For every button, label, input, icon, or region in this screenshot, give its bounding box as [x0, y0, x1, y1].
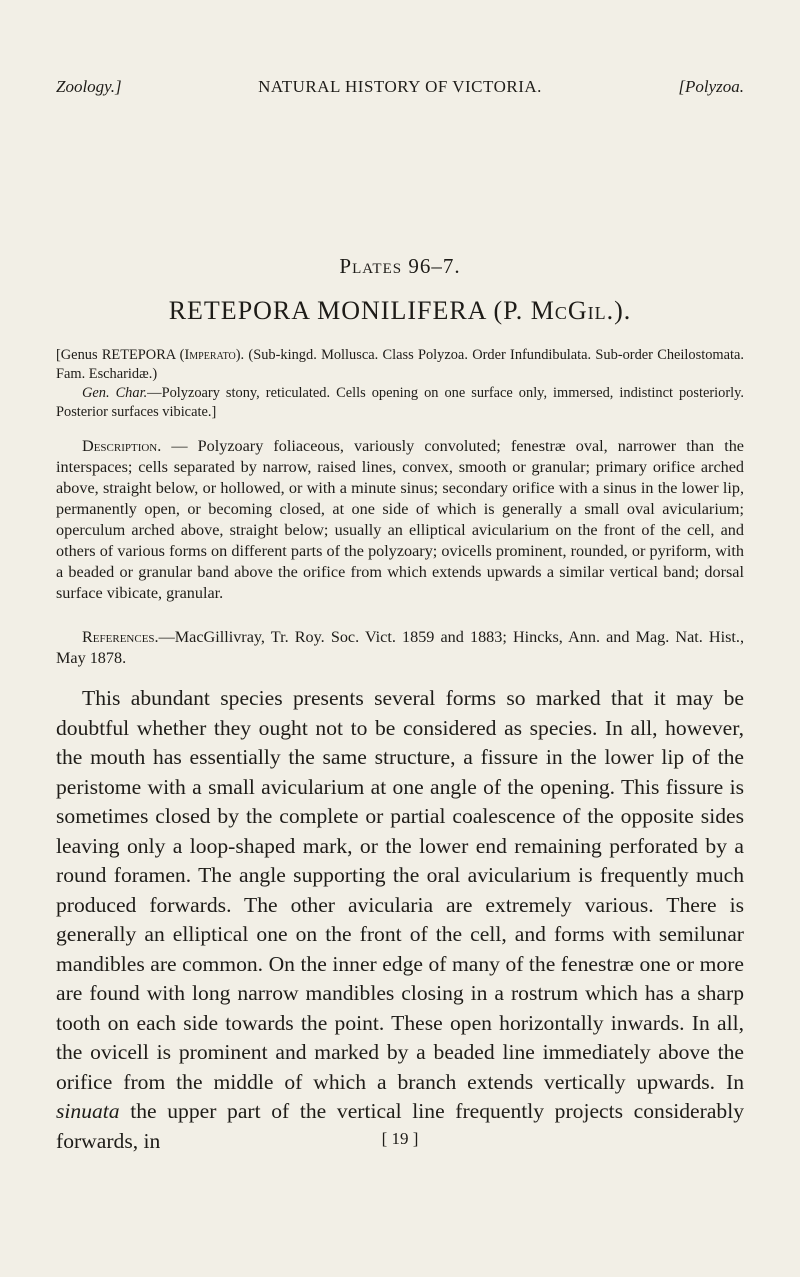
body-tail: the upper part of the vertical line frequently projects considerably forwards, in: [56, 1099, 744, 1153]
genus-line: [56, 346, 744, 384]
body-paragraph: [56, 684, 744, 1156]
description-block: [56, 436, 744, 604]
description-paragraph: [56, 436, 744, 604]
running-head-left: Zoology.]: [56, 77, 122, 96]
page-number: [ 19 ]: [381, 1129, 419, 1148]
references-block: [56, 627, 744, 669]
plates-heading: Plates 96–7.: [339, 254, 461, 278]
classification-block: [56, 346, 744, 422]
body-main: This abundant species presents several forms so marked that it may be doubtful whether they ought not to be considered as species. In all, however, the mouth has essentially the same structure, a fissure in the lower lip of the peristome with a small avicularium at one angle of the opening. This fissure is sometimes closed by the complete or partial coalescence of the opposite sides leaving only a loop-shaped mark, or the lower end remaining perforated by a round foramen. The angle supporting the oral avicularium is frequently much produced forwards. The other avicularia are extremely various. There is generally an elliptical one on the front of the cell, and forms with semilunar mandibles are common. On the inner edge of many of the fenestræ one or more are found with long narrow mandibles closing in a rostrum which has a sharp tooth on each side towards the point. These open horizontally inwards. In all, the ovicell is prominent and marked by a beaded line immediately above the orifice from the middle of which a branch extends vertically upwards. In: [56, 686, 744, 1094]
gen-char-line: [56, 384, 744, 422]
genus-authority: Imperato: [184, 347, 236, 363]
references-text: —MacGillivray, Tr. Roy. Soc. Vict. 1859 and 1883; Hincks, Ann. and Mag. Nat. Hist., May 1878.: [56, 628, 744, 667]
references-paragraph: [56, 627, 744, 669]
running-head: [56, 76, 744, 98]
references-label: References.: [82, 628, 159, 646]
description-label: Description.: [82, 437, 162, 455]
body-italic-term: sinuata: [56, 1099, 120, 1123]
gen-char-text: —Polyzoary stony, reticulated. Cells opening on one surface only, immersed, indistinct posteriorly. Posterior surfaces vibicate.]: [56, 385, 744, 420]
gen-char-label: Gen. Char.: [82, 385, 148, 401]
genus-rest: ). (Sub-kingd. Mollusca. Class Polyzoa. Order Infundibulata. Sub-order Cheilostomata. Fam. Escharidæ.): [56, 347, 744, 382]
running-head-center: NATURAL HISTORY OF VICTORIA.: [258, 77, 542, 96]
description-text: — Polyzoary foliaceous, variously convoluted; fenestræ oval, narrower than the interspaces; cells separated by narrow, raised lines, convex, smooth or granular; primary orifice arched above, straight below, or hollowed, or with a minute sinus; secondary orifice with a sinus in the lower lip, permanently open, or becoming closed, at one side of which is generally a small oval avicularium; operculum arched above, straight below; usually an elliptical avicularium on the front of the cell, and others of various forms on different parts of the polyzoary; ovicells prominent, rounded, or pyriform, with a beaded or granular band above the orifice from which extends upwards a similar vertical band; dorsal surface vibicate, granular.: [56, 437, 744, 602]
running-head-right: [Polyzoa.: [678, 77, 744, 96]
species-title: RETEPORA MONILIFERA (P. McGil.).: [168, 296, 632, 325]
genus-open: [Genus RETEPORA (: [56, 347, 185, 363]
body-text: [56, 684, 744, 1156]
